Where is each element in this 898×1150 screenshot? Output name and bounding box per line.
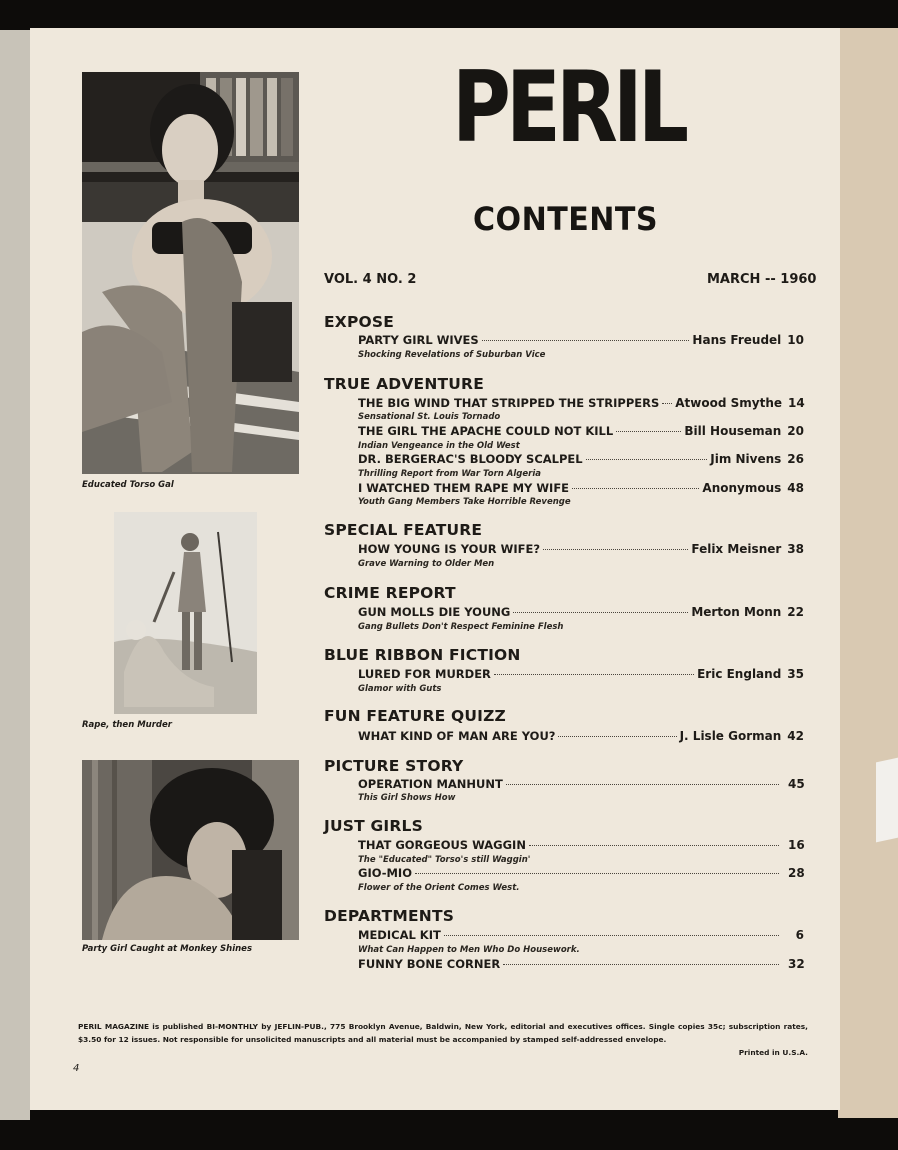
entry-author: Eric England	[697, 667, 782, 681]
entry-title: DR. BERGERAC'S BLOODY SCALPEL	[358, 452, 583, 466]
printed-in: Printed in U.S.A.	[738, 1048, 808, 1057]
entry-page: 10	[787, 333, 804, 347]
volume-number: VOL. 4 NO. 2	[324, 272, 417, 287]
entry-subtitle: Thrilling Report from War Torn Algeria	[358, 469, 541, 479]
entry-page: 35	[787, 667, 804, 681]
dot-leader	[616, 431, 681, 432]
section-title-departments: DEPARTMENTS	[324, 907, 455, 925]
entry-title: LURED FOR MURDER	[358, 667, 491, 681]
toc-entry[interactable]	[358, 424, 804, 440]
caption-photo3: Party Girl Caught at Monkey Shines	[82, 944, 252, 954]
dot-leader	[482, 340, 690, 341]
entry-title: GIO-MIO	[358, 866, 412, 880]
toc-entry[interactable]	[358, 928, 804, 944]
entry-subtitle: What Can Happen to Men Who Do Housework.	[358, 945, 580, 955]
adjacent-page-left	[0, 30, 30, 1120]
entry-author: Atwood Smythe	[675, 396, 783, 410]
section-title-just-girls: JUST GIRLS	[324, 817, 423, 835]
section-title-crime-report: CRIME REPORT	[324, 584, 456, 602]
entry-subtitle: The "Educated" Torso's still Waggin'	[358, 855, 531, 865]
entry-page: 42	[787, 729, 804, 743]
issue-date: MARCH -- 1960	[707, 272, 817, 287]
section-title-true-adventure: TRUE ADVENTURE	[324, 375, 484, 393]
toc-entry[interactable]	[358, 452, 804, 468]
dot-leader	[513, 612, 688, 613]
entry-title: MEDICAL KIT	[358, 928, 441, 942]
entry-title: THAT GORGEOUS WAGGIN	[358, 838, 526, 852]
dot-leader	[503, 964, 779, 965]
dot-leader	[586, 459, 708, 460]
toc-entry[interactable]	[358, 333, 804, 349]
entry-page: 14	[788, 396, 805, 410]
entry-page: 16	[788, 838, 805, 852]
entry-title: OPERATION MANHUNT	[358, 777, 503, 791]
entry-page: 38	[787, 542, 804, 556]
entry-page: 6	[795, 928, 804, 942]
section-title-blue-ribbon-fiction: BLUE RIBBON FICTION	[324, 646, 521, 664]
entry-title: WHAT KIND OF MAN ARE YOU?	[358, 729, 556, 743]
photo-party-girl	[82, 760, 299, 940]
entry-author: Jim Nivens	[710, 452, 782, 466]
entry-author: Felix Meisner	[691, 542, 782, 556]
page-corner	[876, 758, 898, 843]
photo-educated-torso-gal	[82, 72, 299, 474]
entry-author: Merton Monn	[691, 605, 782, 619]
entry-subtitle: Flower of the Orient Comes West.	[358, 883, 520, 893]
entry-title: GUN MOLLS DIE YOUNG	[358, 605, 511, 619]
dot-leader	[543, 549, 688, 550]
toc-entry[interactable]	[358, 729, 804, 745]
publisher-notice-text: PERIL MAGAZINE is published BI-MONTHLY by JEFLIN-PUB., 775 Brooklyn Avenue, Baldwin, New York, editorial and executives offices. Single copies 35c; subscription rates, $3.50 for 12 issues. Not responsible for unsolicited manuscripts and all material must be accompanied by stamped self-addressed envelope.	[78, 1022, 808, 1044]
page-number: 4	[73, 1063, 80, 1074]
entry-title: HOW YOUNG IS YOUR WIFE?	[358, 542, 540, 556]
section-title-special-feature: SPECIAL FEATURE	[324, 521, 483, 539]
toc-entry[interactable]	[358, 866, 804, 882]
entry-page: 45	[788, 777, 805, 791]
entry-subtitle: Youth Gang Members Take Horrible Revenge	[358, 497, 571, 507]
entry-page: 32	[788, 957, 805, 971]
entry-subtitle: Indian Vengeance in the Old West	[358, 441, 520, 451]
entry-title: THE BIG WIND THAT STRIPPED THE STRIPPERS	[358, 396, 660, 410]
adjacent-page-right	[838, 28, 898, 1118]
toc-entry[interactable]	[358, 777, 804, 793]
illustration-rape-then-murder	[114, 512, 257, 714]
entry-subtitle: Sensational St. Louis Tornado	[358, 412, 501, 422]
magazine-masthead: PERIL	[452, 51, 685, 165]
caption-photo2: Rape, then Murder	[82, 720, 172, 730]
toc-entry[interactable]	[358, 667, 804, 683]
contents-heading: CONTENTS	[473, 200, 659, 238]
entry-title: FUNNY BONE CORNER	[358, 957, 501, 971]
entry-page: 28	[788, 866, 805, 880]
entry-page: 22	[787, 605, 804, 619]
entry-author: Anonymous	[702, 481, 782, 495]
dot-leader	[572, 488, 699, 489]
caption-photo1: Educated Torso Gal	[82, 480, 174, 490]
dot-leader	[494, 674, 694, 675]
entry-title: THE GIRL THE APACHE COULD NOT KILL	[358, 424, 614, 438]
section-title-picture-story: PICTURE STORY	[324, 757, 464, 775]
toc-entry[interactable]	[358, 957, 804, 973]
toc-entry[interactable]	[358, 396, 804, 412]
entry-subtitle: Gang Bullets Don't Respect Feminine Flesh	[358, 622, 564, 632]
entry-title: I WATCHED THEM RAPE MY WIFE	[358, 481, 570, 495]
dot-leader	[415, 873, 779, 874]
dot-leader	[662, 403, 672, 404]
entry-title: PARTY GIRL WIVES	[358, 333, 479, 347]
entry-author: Bill Houseman	[684, 424, 782, 438]
section-title-expose: EXPOSE	[324, 313, 395, 331]
toc-entry[interactable]	[358, 481, 804, 497]
entry-author: J. Lisle Gorman	[679, 729, 782, 743]
dot-leader	[558, 736, 676, 737]
entry-page: 48	[787, 481, 804, 495]
entry-author: Hans Freudel	[692, 333, 782, 347]
entry-page: 26	[787, 452, 804, 466]
dot-leader	[529, 845, 779, 846]
publisher-notice	[78, 1020, 808, 1059]
dot-leader	[444, 935, 779, 936]
toc-entry[interactable]	[358, 838, 804, 854]
entry-page: 20	[787, 424, 804, 438]
entry-subtitle: Glamor with Guts	[358, 684, 442, 694]
entry-subtitle: This Girl Shows How	[358, 793, 456, 803]
toc-entry[interactable]	[358, 542, 804, 558]
entry-subtitle: Shocking Revelations of Suburban Vice	[358, 350, 546, 360]
entry-subtitle: Grave Warning to Older Men	[358, 559, 495, 569]
toc-entry[interactable]	[358, 605, 804, 621]
dot-leader	[506, 784, 779, 785]
section-title-fun-feature-quizz: FUN FEATURE QUIZZ	[324, 707, 506, 725]
